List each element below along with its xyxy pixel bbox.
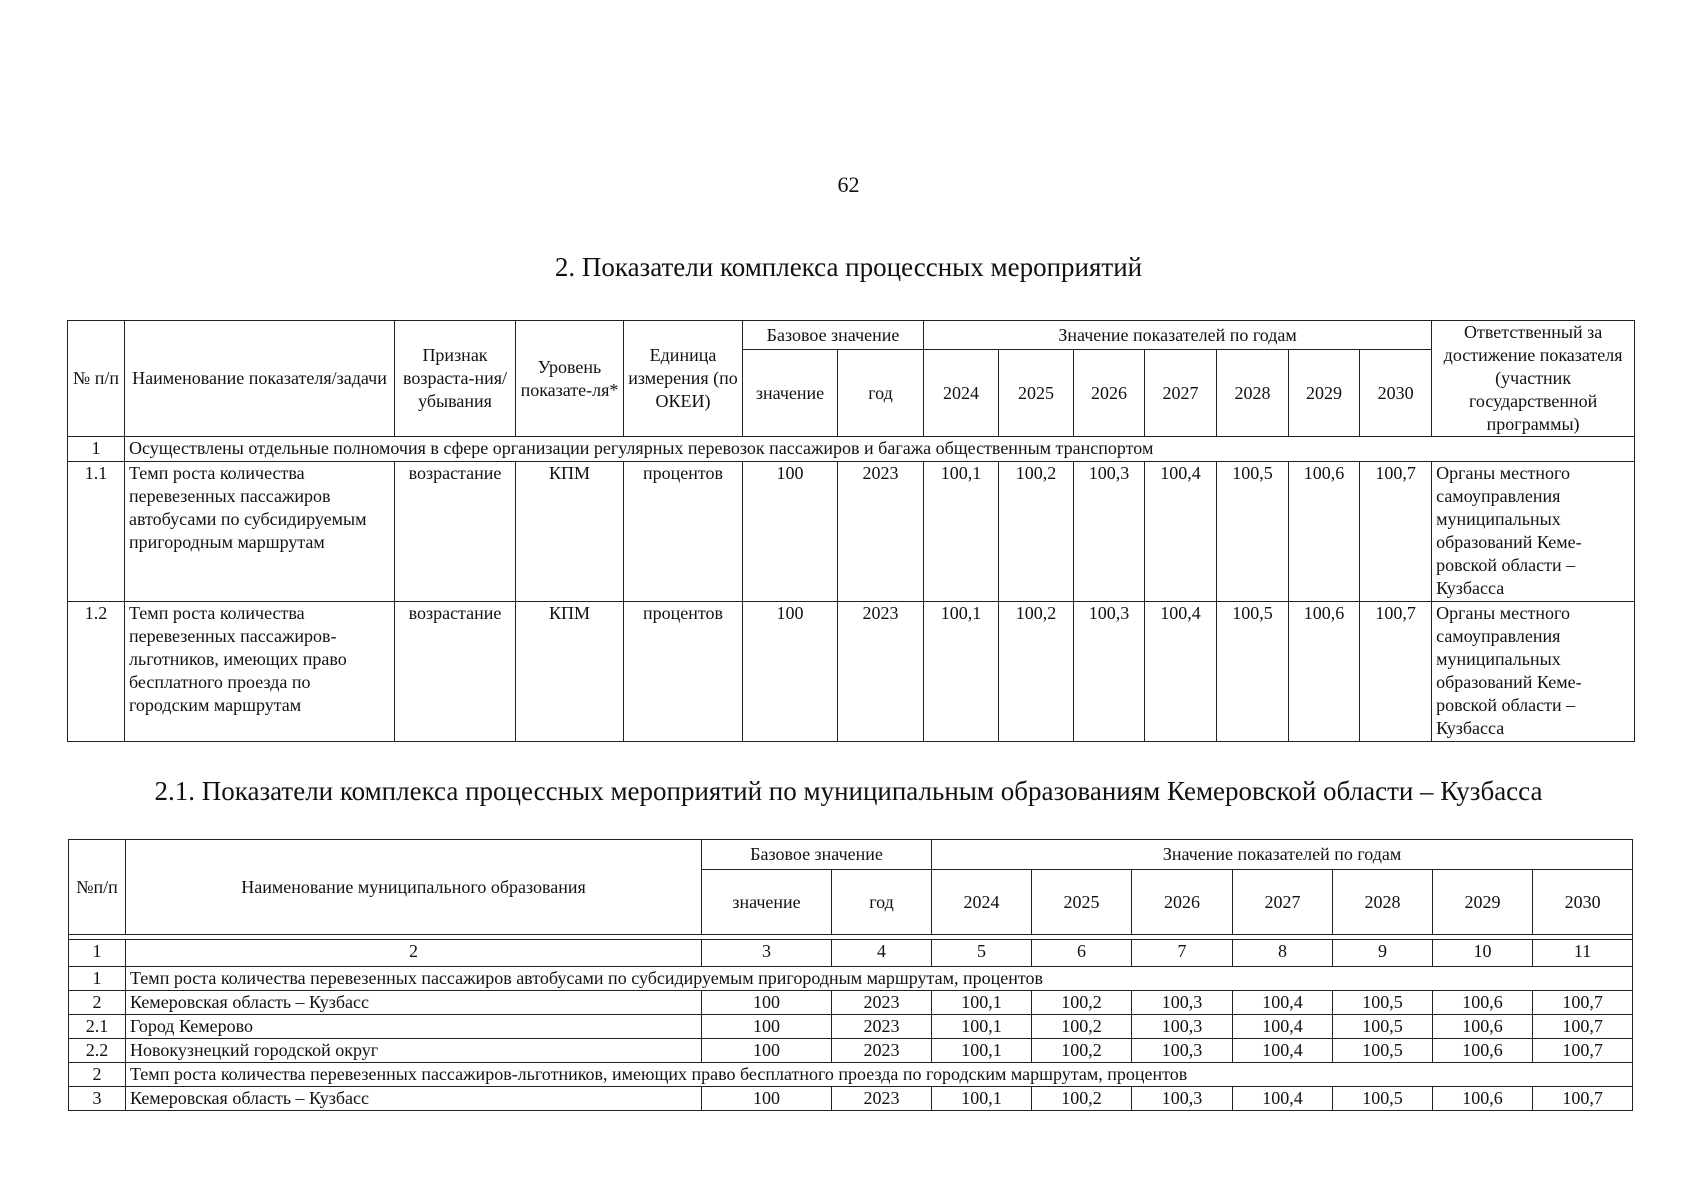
row-value: 100,1 — [932, 1015, 1032, 1039]
header-year: 2029 — [1289, 350, 1360, 437]
row-base-year: 2023 — [832, 1039, 932, 1063]
column-number: 11 — [1533, 940, 1633, 967]
row-sign: возрастание — [395, 462, 516, 602]
header-name: Наименование показателя/задачи — [125, 321, 395, 437]
row-value: 100,3 — [1132, 991, 1233, 1015]
header-base-year: год — [832, 870, 932, 935]
row-value: 100,5 — [1333, 991, 1433, 1015]
column-number: 8 — [1233, 940, 1333, 967]
row-value: 100,5 — [1217, 462, 1289, 602]
row-level: КПМ — [516, 602, 624, 742]
row-value: 100,7 — [1533, 1039, 1633, 1063]
header-num: №п/п — [69, 840, 126, 935]
column-number: 3 — [702, 940, 832, 967]
row-value: 100,3 — [1074, 602, 1145, 742]
row-value: 100,5 — [1333, 1015, 1433, 1039]
header-base: Базовое значение — [743, 321, 924, 350]
table-row — [69, 1087, 1633, 1111]
row-value: 100,2 — [1032, 1087, 1132, 1111]
page-number: 62 — [837, 172, 860, 197]
row-value: 100,1 — [932, 991, 1032, 1015]
header-level: Уровень показате-ля* — [516, 321, 624, 437]
header-year: 2028 — [1333, 870, 1433, 935]
column-number: 1 — [69, 940, 126, 967]
header-year: 2027 — [1145, 350, 1217, 437]
header-year: 2026 — [1074, 350, 1145, 437]
column-numbers-row — [69, 940, 1633, 967]
row-responsible: Органы местного самоуправления муниципальных образований Кеме-ровской области – Кузбасса — [1432, 462, 1635, 602]
row-name: Темп роста количества перевезенных пассажиров-льготников, имеющих право бесплатного проезда по городским маршрутам — [125, 602, 395, 742]
row-value: 100,6 — [1433, 991, 1533, 1015]
row-value: 100,4 — [1233, 1039, 1333, 1063]
row-value: 100,7 — [1533, 1015, 1633, 1039]
row-name: Кемеровская область – Кузбасс — [126, 991, 702, 1015]
row-base-value: 100 — [702, 991, 832, 1015]
row-value: 100,4 — [1145, 462, 1217, 602]
column-number: 10 — [1433, 940, 1533, 967]
row-value: 100,5 — [1333, 1039, 1433, 1063]
group-title: Темп роста количества перевезенных пассажиров-льготников, имеющих право бесплатного проезда по городским маршрутам, процентов — [126, 1063, 1633, 1087]
row-value: 100,3 — [1132, 1039, 1233, 1063]
indicators-table — [67, 320, 1635, 742]
row-num: 1.1 — [68, 462, 125, 602]
row-value: 100,5 — [1217, 602, 1289, 742]
section-1-title: 2. Показатели комплекса процессных мероприятий — [554, 252, 1143, 282]
header-base-value: значение — [743, 350, 838, 437]
header-year: 2029 — [1433, 870, 1533, 935]
column-number: 9 — [1333, 940, 1433, 967]
header-name: Наименование муниципального образования — [126, 840, 702, 935]
header-year: 2030 — [1533, 870, 1633, 935]
row-value: 100,7 — [1533, 991, 1633, 1015]
header-year: 2028 — [1217, 350, 1289, 437]
row-base-year: 2023 — [832, 1015, 932, 1039]
column-number: 7 — [1132, 940, 1233, 967]
row-unit: процентов — [624, 462, 743, 602]
row-unit: процентов — [624, 602, 743, 742]
row-base-value: 100 — [743, 602, 838, 742]
row-value: 100,4 — [1233, 991, 1333, 1015]
row-value: 100,2 — [999, 462, 1074, 602]
row-base-value: 100 — [743, 462, 838, 602]
row-value: 100,7 — [1360, 462, 1432, 602]
row-sign: возрастание — [395, 602, 516, 742]
row-value: 100,4 — [1233, 1087, 1333, 1111]
row-num: 3 — [69, 1087, 126, 1111]
header-year: 2025 — [1032, 870, 1132, 935]
row-value: 100,3 — [1132, 1087, 1233, 1111]
table-row — [68, 602, 1635, 742]
header-year: 2025 — [999, 350, 1074, 437]
row-value: 100,2 — [1032, 1015, 1132, 1039]
row-value: 100,3 — [1074, 462, 1145, 602]
row-name: Кемеровская область – Кузбасс — [126, 1087, 702, 1111]
column-number: 4 — [832, 940, 932, 967]
row-value: 100,4 — [1233, 1015, 1333, 1039]
row-num: 2.2 — [69, 1039, 126, 1063]
row-value: 100,1 — [932, 1087, 1032, 1111]
row-num: 1.2 — [68, 602, 125, 742]
row-value: 100,1 — [924, 602, 999, 742]
header-year: 2027 — [1233, 870, 1333, 935]
table-row — [69, 991, 1633, 1015]
row-value: 100,6 — [1289, 462, 1360, 602]
row-value: 100,7 — [1360, 602, 1432, 742]
row-value: 100,6 — [1433, 1087, 1533, 1111]
row-value: 100,3 — [1132, 1015, 1233, 1039]
row-base-year: 2023 — [832, 991, 932, 1015]
group-num: 1 — [69, 967, 126, 991]
group-title: Темп роста количества перевезенных пассажиров автобусами по субсидируемым пригородным маршрутам, процентов — [126, 967, 1633, 991]
header-base: Базовое значение — [702, 840, 932, 870]
table-row — [69, 1015, 1633, 1039]
header-sign: Признак возраста-ния/ убывания — [395, 321, 516, 437]
row-level: КПМ — [516, 462, 624, 602]
row-responsible: Органы местного самоуправления муниципальных образований Кеме-ровской области – Кузбасса — [1432, 602, 1635, 742]
row-value: 100,1 — [932, 1039, 1032, 1063]
row-base-year: 2023 — [832, 1087, 932, 1111]
header-year: 2026 — [1132, 870, 1233, 935]
header-years-group: Значение показателей по годам — [932, 840, 1633, 870]
municipal-indicators-table — [68, 839, 1633, 1111]
row-value: 100,2 — [999, 602, 1074, 742]
column-number: 6 — [1032, 940, 1132, 967]
header-year: 2024 — [932, 870, 1032, 935]
row-name: Темп роста количества перевезенных пассажиров автобусами по субсидируемым пригородным маршрутам — [125, 462, 395, 602]
row-value: 100,2 — [1032, 1039, 1132, 1063]
row-value: 100,2 — [1032, 991, 1132, 1015]
row-value: 100,4 — [1145, 602, 1217, 742]
row-value: 100,6 — [1433, 1039, 1533, 1063]
header-years-group: Значение показателей по годам — [924, 321, 1432, 350]
header-num: № п/п — [68, 321, 125, 437]
row-value: 100,5 — [1333, 1087, 1433, 1111]
header-responsible: Ответственный за достижение показателя (участник государственной программы) — [1432, 321, 1635, 437]
row-num: 2.1 — [69, 1015, 126, 1039]
row-value: 100,6 — [1433, 1015, 1533, 1039]
section-row-text: Осуществлены отдельные полномочия в сфере организации регулярных перевозок пассажиров и багажа общественным транспортом — [125, 437, 1635, 462]
row-base-value: 100 — [702, 1087, 832, 1111]
table-row — [69, 1039, 1633, 1063]
row-num: 2 — [69, 991, 126, 1015]
row-value: 100,7 — [1533, 1087, 1633, 1111]
table-row — [68, 462, 1635, 602]
row-value: 100,1 — [924, 462, 999, 602]
row-base-year: 2023 — [838, 602, 924, 742]
row-value: 100,6 — [1289, 602, 1360, 742]
group-num: 2 — [69, 1063, 126, 1087]
header-base-year: год — [838, 350, 924, 437]
row-name: Новокузнецкий городской округ — [126, 1039, 702, 1063]
column-number: 5 — [932, 940, 1032, 967]
section-row-num: 1 — [68, 437, 125, 462]
header-year: 2030 — [1360, 350, 1432, 437]
column-number: 2 — [126, 940, 702, 967]
section-2-title: 2.1. Показатели комплекса процессных мероприятий по муниципальным образованиям Кемеровской области – Кузбасса — [154, 776, 1543, 806]
row-base-year: 2023 — [838, 462, 924, 602]
row-name: Город Кемерово — [126, 1015, 702, 1039]
header-year: 2024 — [924, 350, 999, 437]
row-base-value: 100 — [702, 1015, 832, 1039]
header-unit: Единица измерения (по ОКЕИ) — [624, 321, 743, 437]
row-base-value: 100 — [702, 1039, 832, 1063]
header-base-value: значение — [702, 870, 832, 935]
